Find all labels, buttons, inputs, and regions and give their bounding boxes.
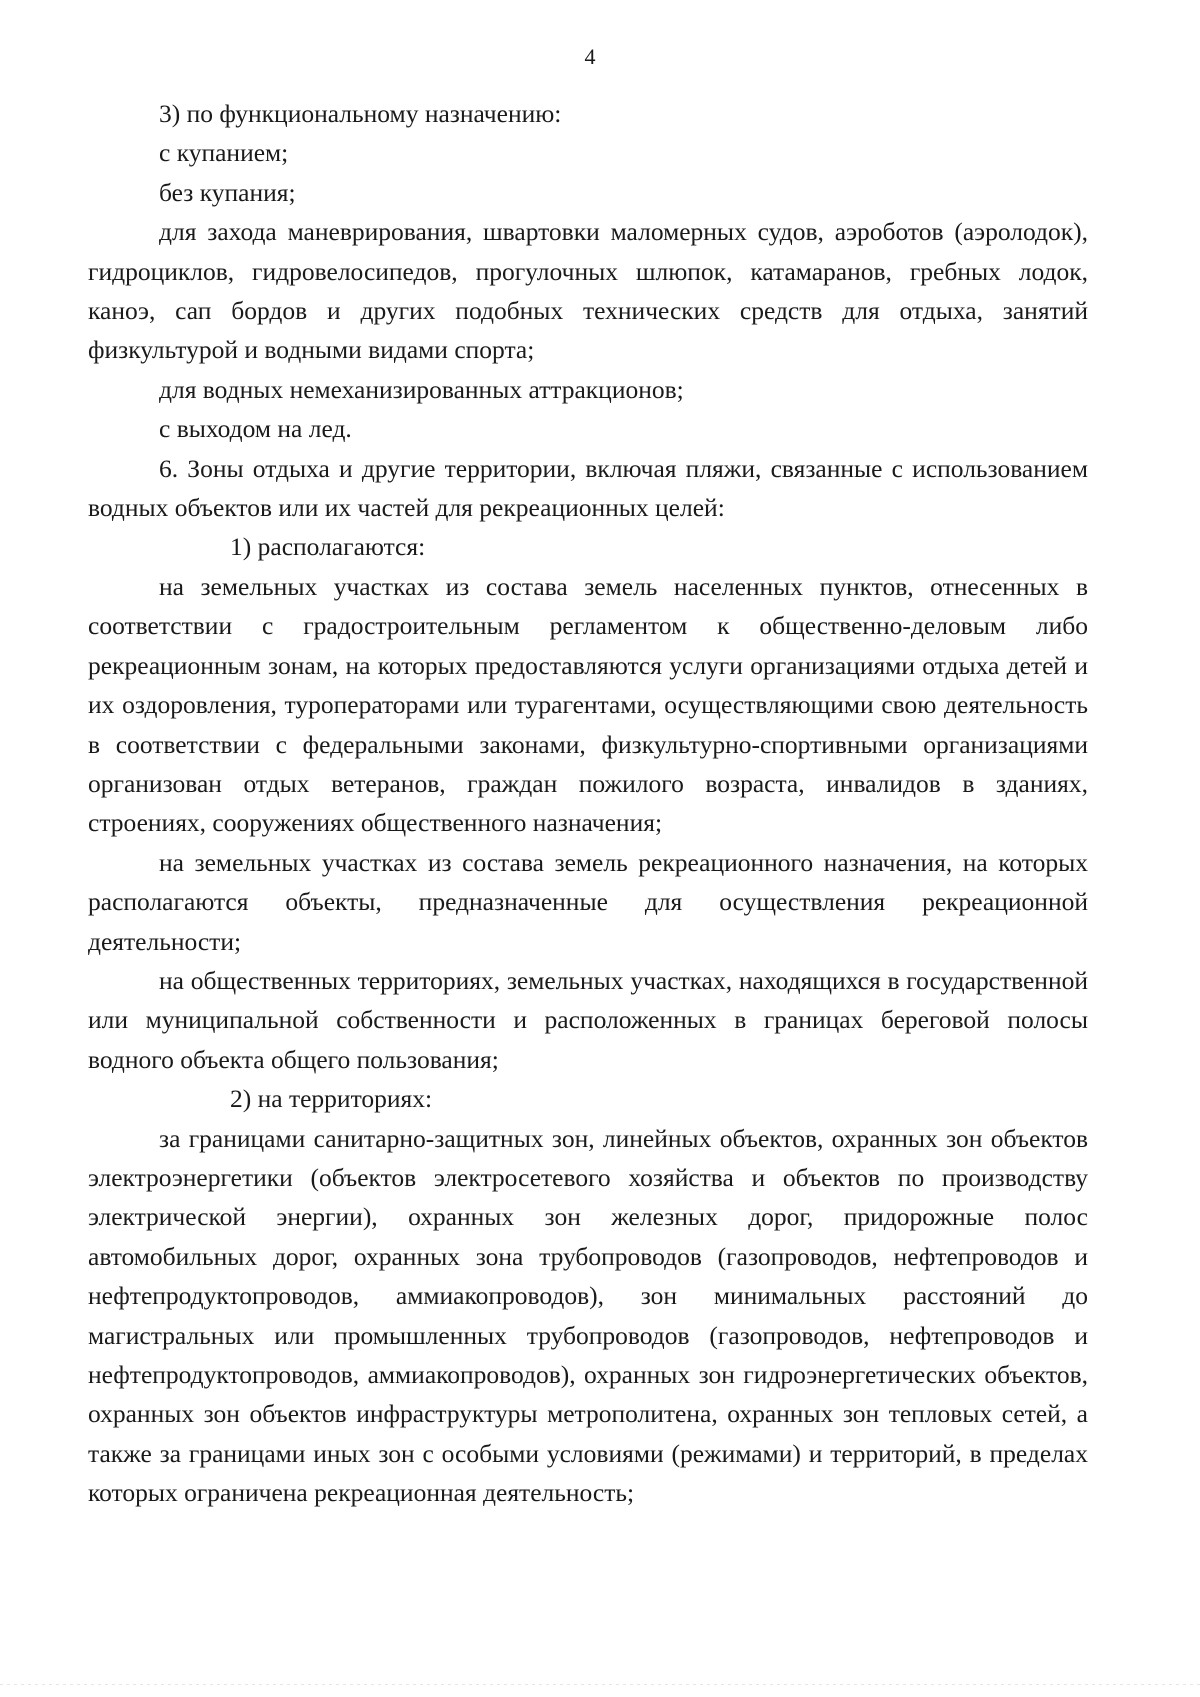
paragraph-recreational-lands: на земельных участках из состава земель рекреационного назначения, на которых располагаются объекты, предназначенные для осуществления рекреационной деятельности; [88, 847, 1088, 956]
paragraph-water-attractions: для водных немеханизированных аттракционов; [159, 374, 684, 404]
paragraph-functional-purpose: 3) по функциональному назначению: [159, 99, 562, 128]
paragraph-public-territories: на общественных территориях, земельных участках, находящихся в государственной или муниципальной собственности и расположенных в границах береговой полосы водного объекта общего пользования; [88, 965, 1088, 1074]
paragraph-section-6: 6. Зоны отдыха и другие территории, включая пляжи, связанные с использованием водных объектов или их частей для рекреационных целей: [88, 453, 1088, 523]
paragraph-settlement-lands: на земельных участках из состава земель населенных пунктов, отнесенных в соответствии с градостроительным регламентом к общественно-деловым либо рекреационным зонам, на которых предоставляются услуги организациями отдыха детей и их оздоровления, туроператорами или турагентами, осуществляющими свою деятельность в соответствии с федеральными законами, физкультурно-спортивными организациями организован отдых ветеранов, граждан пожилого возраста, инвалидов в зданиях, строениях, сооружениях общественного назначения; [88, 571, 1088, 838]
list-item-text: располагаются: [257, 532, 426, 562]
page-number: 4 [584, 44, 596, 69]
document-body [88, 94, 1088, 1513]
scan-edge-artifact [0, 1684, 1200, 1685]
paragraph-ice-exit: с выходом на лед. [159, 414, 352, 444]
list-marker: 1) [230, 532, 252, 562]
paragraph-small-vessels: для захода маневрирования, швартовки маломерных судов, аэроботов (аэролодок), гидроциклов, гидровелосипедов, прогулочных шлюпок, катамаранов, гребных лодок, каноэ, сап бордов и других подобных технических средств для отдыха, занятий физкультурой и водными видами спорта; [88, 217, 1088, 365]
list-marker: 2) [230, 1084, 252, 1114]
paragraph-without-swimming: без купания; [159, 177, 296, 207]
paragraph-protection-zones: за границами санитарно-защитных зон, линейных объектов, охранных зон объектов электроэнергетики (объектов электросетевого хозяйства и объектов по производству электрической энергии), охранных зон железных дорог, придорожные полос автомобильных дорог, охранных зона трубопроводов (газопроводов, нефтепроводов и нефтепродуктопроводов, аммиакопроводов), зон минимальных расстояний до магистральных или промышленных трубопроводов (газопроводов, нефтепроводов и нефтепродуктопроводов, аммиакопроводов), охранных зон гидроэнергетических объектов, охранных зон объектов инфраструктуры метрополитена, охранных зон тепловых сетей, а также за границами иных зон с особыми условиями (режимами) и территорий, в пределах которых ограничена рекреационная деятельность; [88, 1123, 1088, 1508]
list-item-located [88, 527, 1088, 566]
list-item-text: на территориях: [257, 1084, 433, 1114]
list-item-territories [88, 1079, 1088, 1118]
paragraph-with-swimming: с купанием; [159, 138, 289, 168]
